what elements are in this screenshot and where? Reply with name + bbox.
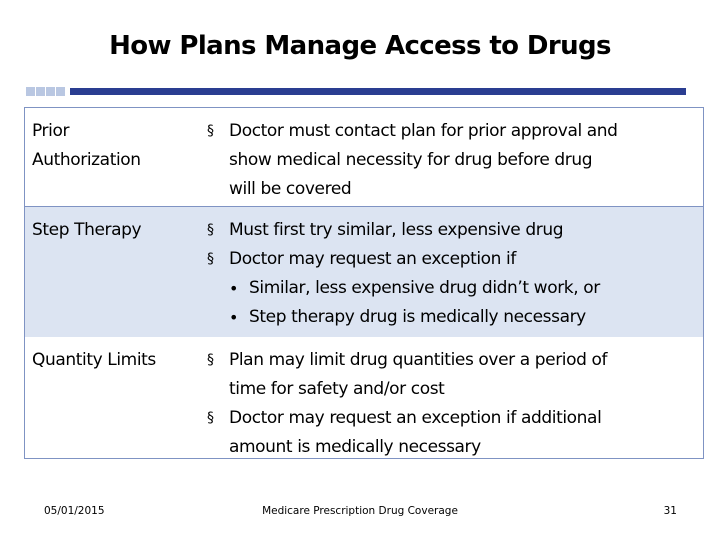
slide-title: How Plans Manage Access to Drugs bbox=[109, 31, 611, 61]
bullet-list bbox=[205, 346, 703, 462]
square-bullet-icon: § bbox=[207, 251, 214, 267]
bullet-item: § Must first try similar, less expensive drug bbox=[205, 216, 703, 245]
dot-bullet-icon: • bbox=[229, 279, 239, 298]
sub-bullet-item: • Similar, less expensive drug didn’t work, or bbox=[205, 274, 703, 303]
dot-bullet-icon: • bbox=[229, 308, 239, 327]
table-row-step-therapy bbox=[25, 206, 703, 339]
table-row-prior-authorization bbox=[25, 108, 703, 206]
square-bullet-icon: § bbox=[207, 352, 214, 368]
row-label: Step Therapy bbox=[32, 220, 142, 240]
footer-date: 05/01/2015 bbox=[44, 505, 105, 517]
bullet-list bbox=[205, 216, 703, 332]
bullet-list bbox=[205, 117, 703, 204]
title-underline bbox=[26, 87, 686, 97]
square-bullet-icon: § bbox=[207, 123, 214, 139]
rule-squares bbox=[26, 87, 66, 96]
square-bullet-icon: § bbox=[207, 410, 214, 426]
bullet-item: § Doctor may request an exception if additional amount is medically necessary bbox=[205, 404, 703, 462]
bullet-item: § Plan may limit drug quantities over a period of time for safety and/or cost bbox=[205, 346, 703, 404]
footer-title: Medicare Prescription Drug Coverage bbox=[262, 505, 458, 517]
rule-line bbox=[70, 88, 686, 95]
table-row-quantity-limits bbox=[25, 337, 703, 458]
row-label: Quantity Limits bbox=[32, 350, 156, 370]
square-bullet-icon: § bbox=[207, 222, 214, 238]
row-label: Prior Authorization bbox=[32, 121, 141, 170]
bullet-item: § Doctor must contact plan for prior approval and show medical necessity for drug before drug will be covered bbox=[205, 117, 703, 204]
page-number: 31 bbox=[663, 505, 677, 517]
sub-bullet-item: • Step therapy drug is medically necessary bbox=[205, 303, 703, 332]
access-table bbox=[24, 107, 704, 459]
bullet-item: § Doctor may request an exception if bbox=[205, 245, 703, 274]
